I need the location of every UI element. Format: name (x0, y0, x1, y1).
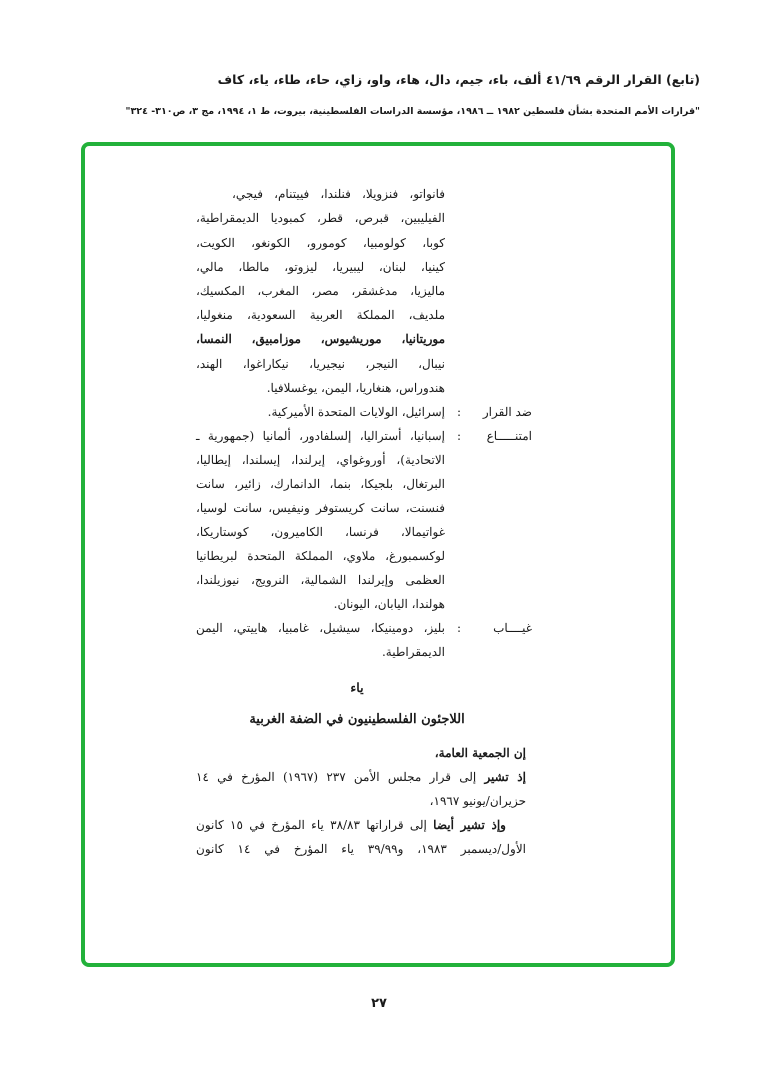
absent-line: الديمقراطية. (381, 645, 445, 659)
abstain-colon: : (456, 429, 462, 443)
abstain-line: لوكسمبورغ، ملاوي، المملكة المتحدة لبريطانيا (196, 549, 445, 563)
paragraph-2-line-1 (196, 818, 506, 832)
paragraph-1-lead: إذ تشير (484, 770, 526, 784)
abstain-line: إسبانيا، أستراليا، إلسلفادور، ألمانيا (جمهورية ـ (196, 429, 445, 443)
against-text: إسرائيل، الولايات المتحدة الأميركية. (267, 405, 445, 419)
in-favor-line: الفيليبين، قبرص، قطر، كمبوديا الديمقراطية، (196, 211, 445, 225)
abstain-line: هولندا، اليابان، اليونان. (333, 597, 445, 611)
in-favor-line: كينيا، لبنان، ليبيريا، ليزوتو، مالطا، مالي، (196, 260, 445, 274)
abstain-line: الاتحادية)، أوروغواي، إيرلندا، إيسلندا، إيطاليا، (196, 453, 445, 467)
absent-label: غيــــاب (493, 621, 532, 635)
in-favor-line: فانواتو، فنزويلا، فنلندا، فييتنام، فيجي، (232, 187, 445, 201)
abstain-line: العظمى وإيرلندا الشمالية، النرويج، نيوزيلندا، (196, 573, 445, 587)
against-label: ضد القرار (482, 405, 532, 419)
opening-phrase: إن الجمعية العامة، (434, 746, 526, 760)
section-title: اللاجئون الفلسطينيون في الضفة الغربية (249, 712, 465, 727)
source-citation: "قرارات الأمم المتحدة بشأن فلسطين ١٩٨٢ ــ ١٩٨٦، مؤسسة الدراسات الفلسطينية، بيروت، ط ١، ١٩٩٤، مج ٣، ص٣١٠- ٣٢٤" (125, 106, 700, 117)
paragraph-1-rest: إلى قرار مجلس الأمن ٢٣٧ (١٩٦٧) المؤرخ في ١٤ (196, 770, 485, 784)
document-title: (تابع) القرار الرقم ٤١/٦٩ ألف، باء، جيم، دال، هاء، واو، زاي، حاء، طاء، ياء، كاف (217, 72, 700, 87)
absent-line: بليز، دومينيكا، سيشيل، غامبيا، هاييتي، اليمن (196, 621, 445, 635)
page-number: ٢٧ (371, 996, 387, 1011)
paragraph-2-lead: وإذ تشير أيضا (433, 818, 506, 832)
in-favor-line: ملديف، المملكة العربية السعودية، منغوليا، (196, 308, 445, 322)
paragraph-2-rest: إلى قراراتها ٣٨/٨٣ ياء المؤرخ في ١٥ كانون (196, 818, 434, 832)
against-colon: : (456, 405, 462, 419)
abstain-line: غواتيمالا، فرنسا، الكاميرون، كوستاريكا، (196, 525, 445, 539)
section-letter: ياء (350, 680, 364, 695)
in-favor-line: نيبال، النيجر، نيجيريا، نيكاراغوا، الهند، (196, 357, 445, 371)
in-favor-line: موريتانيا، موريشيوس، موزامبيق، النمسا، (196, 332, 445, 346)
in-favor-line: هندوراس، هنغاريا، اليمن، يوغسلافيا. (266, 381, 445, 395)
abstain-label: امتنـــــاع (486, 429, 532, 443)
abstain-line: فنسنت، سانت كريستوفر ونيفيس، سانت لوسيا، (196, 501, 445, 515)
paragraph-1-line-2: حزيران/يونيو ١٩٦٧، (429, 794, 526, 808)
abstain-line: البرتغال، بلجيكا، بنما، الدانمارك، زائير، سانت (196, 477, 445, 491)
paragraph-2-line-2: الأول/ديسمبر ١٩٨٣، و٣٩/٩٩ ياء المؤرخ في ١٤ كانون (196, 842, 526, 856)
in-favor-line: ماليزيا، مدغشقر، مصر، المغرب، المكسيك، (196, 284, 445, 298)
absent-colon: : (456, 621, 462, 635)
in-favor-line: كوبا، كولومبيا، كومورو، الكونغو، الكويت، (196, 236, 445, 250)
paragraph-1-line-1 (196, 770, 526, 784)
